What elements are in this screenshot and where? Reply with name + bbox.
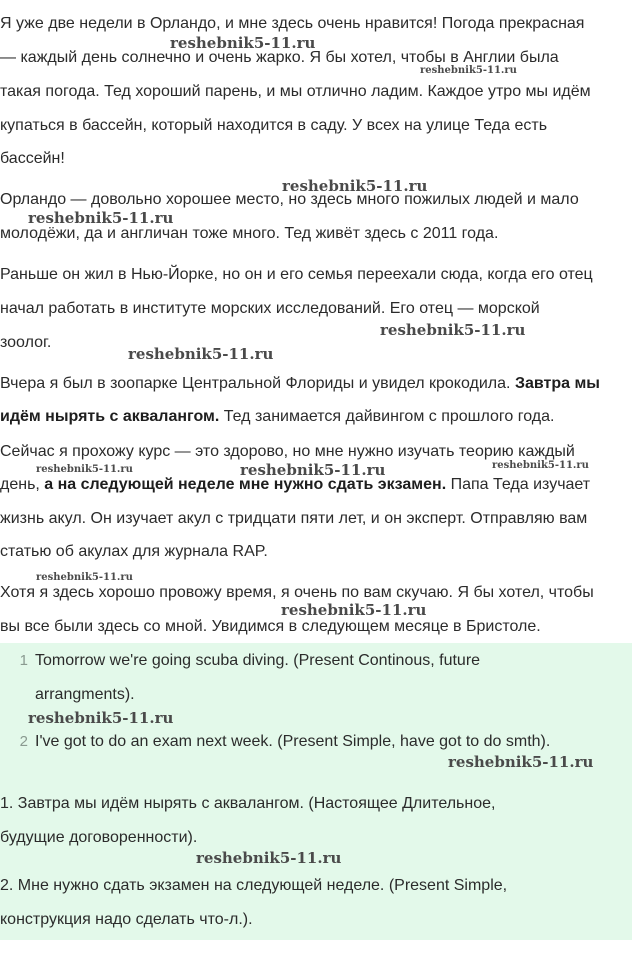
watermark: reshebnik5-11.ru	[380, 321, 526, 339]
text-segment: Тед занимается дайвингом с прошлого года.	[219, 408, 555, 425]
watermark: reshebnik5-11.ru	[128, 345, 274, 363]
watermark: reshebnik5-11.ru	[448, 753, 594, 771]
answer-line: 2. Мне нужно сдать экзамен на следующей неделе. (Present Simple,	[0, 877, 508, 894]
text-line: — каждый день солнечно и очень жарко. Я бы хотел, чтобы в Англии была	[0, 49, 559, 66]
text-line: Я уже две недели в Орландо, и мне здесь очень нравится! Погода прекрасная	[0, 15, 585, 32]
answer-line: 1. Завтра мы идём нырять с аквалангом. (Настоящее Длительное,	[0, 795, 496, 812]
list-number: 1	[19, 652, 28, 669]
text-line: Сейчас я прохожу курс — это здорово, но мне нужно изучать теорию каждый	[0, 443, 575, 460]
text-line: бассейн!	[0, 150, 65, 167]
text-line	[0, 374, 600, 394]
text-line	[0, 407, 554, 427]
watermark: reshebnik5-11.ru	[281, 601, 427, 619]
watermark: reshebnik5-11.ru	[492, 460, 589, 471]
watermark: reshebnik5-11.ru	[282, 177, 428, 195]
highlighted-phrase: Завтра мы	[514, 375, 600, 392]
watermark: reshebnik5-11.ru	[28, 709, 174, 727]
answer-line: Tomorrow we're going scuba diving. (Present Continous, future	[35, 652, 481, 669]
highlighted-phrase: а на следующей неделе мне нужно сдать экзамен.	[44, 476, 447, 493]
watermark: reshebnik5-11.ru	[170, 34, 316, 52]
answer-line: arrangments).	[35, 686, 135, 703]
text-line: жизнь акул. Он изучает акул с тридцати пяти лет, и он эксперт. Отправляю вам	[0, 510, 588, 527]
answer-line: конструкция надо сделать что-л.).	[0, 911, 253, 928]
answer-line: I've got to do an exam next week. (Present Simple, have got to do smth).	[35, 733, 551, 750]
watermark: reshebnik5-11.ru	[36, 572, 133, 583]
text-line: купаться в бассейн, который находится в саду. У всех на улице Теда есть	[0, 117, 548, 134]
text-line: зоолог.	[0, 334, 52, 351]
text-line: статью об акулах для журнала RAP.	[0, 543, 268, 560]
highlighted-phrase: идём нырять с аквалангом.	[0, 408, 220, 425]
text-line: начал работать в институте морских исследований. Его отец — морской	[0, 300, 540, 317]
text-line: молодёжи, да и англичан тоже много. Тед живёт здесь с 2011 года.	[0, 225, 499, 242]
watermark: reshebnik5-11.ru	[28, 209, 174, 227]
text-line: Раньше он жил в Нью-Йорке, но он и его семья переехали сюда, когда его отец	[0, 266, 593, 283]
text-segment: Вчера я был в зоопарке Центральной Флориды и увидел крокодила.	[0, 375, 515, 392]
answer-line: будущие договоренности).	[0, 829, 198, 846]
watermark: reshebnik5-11.ru	[420, 65, 517, 76]
watermark: reshebnik5-11.ru	[196, 849, 342, 867]
text-line: вы все были здесь со мной. Увидимся в следующем месяце в Бристоле.	[0, 618, 541, 635]
text-line: Хотя я здесь хорошо провожу время, я очень по вам скучаю. Я бы хотел, чтобы	[0, 584, 594, 601]
watermark: reshebnik5-11.ru	[36, 464, 133, 475]
watermark: reshebnik5-11.ru	[240, 461, 386, 479]
list-number: 2	[19, 733, 28, 750]
text-line: такая погода. Тед хороший парень, и мы отлично ладим. Каждое утро мы идём	[0, 83, 591, 100]
text-line: Орландо — довольно хорошее место, но здесь много пожилых людей и мало	[0, 191, 579, 208]
text-segment: день,	[0, 476, 45, 493]
text-segment: Папа Теда изучает	[446, 476, 591, 493]
